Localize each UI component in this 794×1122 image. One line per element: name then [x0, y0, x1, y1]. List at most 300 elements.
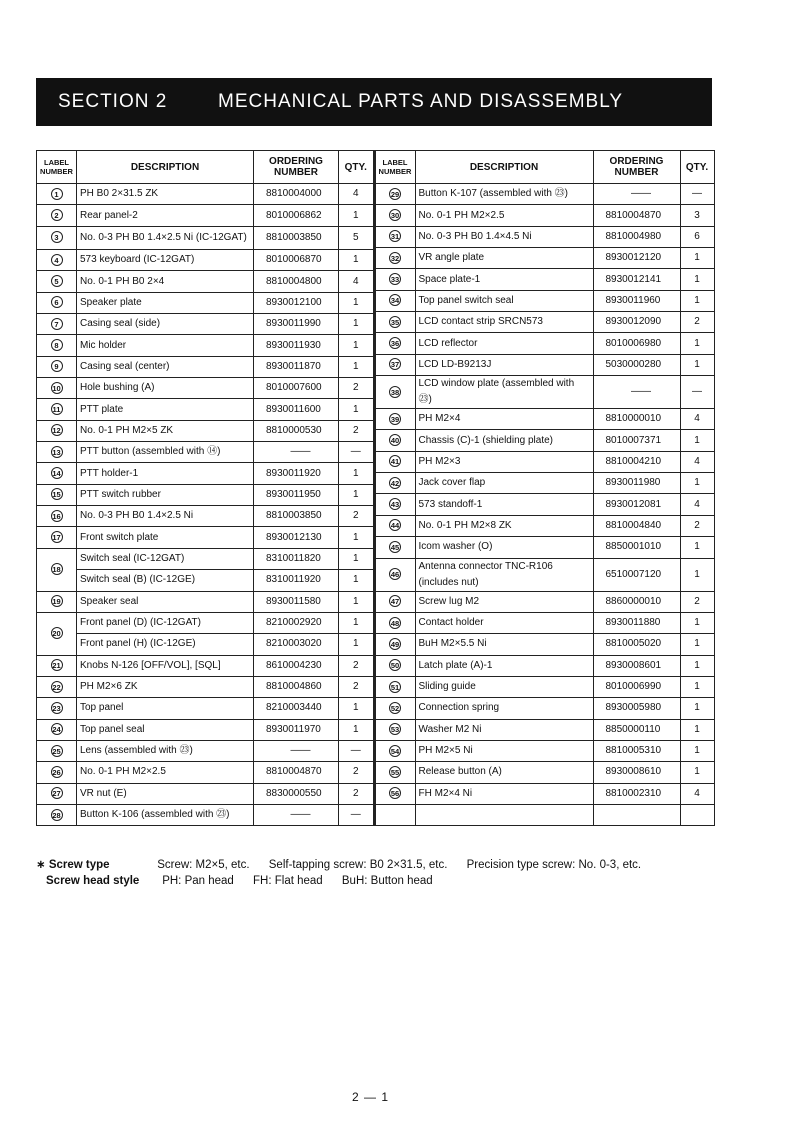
- label-number-cell: [37, 612, 77, 655]
- label-circle: 1: [51, 188, 63, 200]
- description-cell: Washer M2 Ni: [415, 719, 593, 740]
- label-circle: 23: [52, 703, 61, 713]
- label-number-cell: [375, 676, 415, 697]
- table-row: [375, 762, 714, 783]
- col-description: DESCRIPTION: [415, 151, 593, 184]
- description-cell: PTT holder-1: [77, 463, 254, 484]
- label-number-cell: [37, 250, 77, 271]
- label-number-cell: [37, 484, 77, 505]
- ordering-number-cell: 8310011920: [254, 570, 339, 591]
- description-cell: Casing seal (side): [77, 314, 254, 335]
- table-row: [375, 312, 714, 333]
- section-number: SECTION 2: [58, 91, 168, 112]
- ordering-number-cell: 8810004980: [593, 226, 680, 247]
- label-number-cell: [375, 494, 415, 515]
- ordering-number-cell: 8210003020: [254, 634, 339, 655]
- label-circle: 50: [390, 661, 400, 671]
- description-cell: Speaker seal: [77, 591, 254, 612]
- table-row: [375, 451, 714, 472]
- description-cell: No. 0-1 PH M2×5 ZK: [77, 420, 254, 441]
- label-circle: 36: [390, 339, 400, 349]
- screw-notes: [36, 857, 657, 889]
- ordering-number-cell: 8930011930: [254, 335, 339, 356]
- description-cell: Switch seal (B) (IC-12GE): [77, 570, 254, 591]
- parts-table-left: [36, 150, 375, 826]
- table-row: [37, 655, 374, 676]
- label-number-cell: [37, 548, 77, 591]
- qty-cell: 1: [680, 354, 714, 375]
- table-row: [37, 548, 374, 569]
- label-circle: 11: [51, 403, 63, 415]
- screw-head-label: Screw head style: [46, 875, 140, 887]
- label-circle: 20: [52, 629, 61, 639]
- label-number-cell: [37, 655, 77, 676]
- label-number-cell: [375, 184, 415, 205]
- table-header-row: [375, 151, 714, 184]
- table-row: [375, 676, 714, 697]
- description-cell: No. 0-3 PH B0 1.4×2.5 Ni: [77, 506, 254, 527]
- table-row: [37, 719, 374, 740]
- qty-cell: 1: [339, 463, 374, 484]
- table-row: [375, 269, 714, 290]
- label-circle: 40: [390, 436, 400, 446]
- qty-cell: 6: [680, 226, 714, 247]
- description-cell: FH M2×4 Ni: [415, 783, 593, 804]
- qty-cell: —: [339, 804, 374, 825]
- qty-cell: 1: [339, 570, 374, 591]
- label-number-cell: [37, 740, 77, 761]
- ordering-number-cell: 8810005020: [593, 634, 680, 655]
- ordering-number-cell: 6510007120: [593, 558, 680, 591]
- label-number-cell: [375, 451, 415, 472]
- table-row: [37, 292, 374, 313]
- ordering-number-cell: 8930011980: [593, 473, 680, 494]
- description-cell: No. 0-3 PH B0 1.4×2.5 Ni (IC-12GAT): [77, 226, 254, 249]
- qty-cell: 4: [680, 451, 714, 472]
- description-cell: PTT button (assembled with ⑭): [77, 442, 254, 463]
- qty-cell: 4: [339, 184, 374, 205]
- label-circle: 34: [390, 296, 400, 306]
- table-row: [37, 442, 374, 463]
- table-row: [375, 655, 714, 676]
- description-cell: Antenna connector TNC-R106 (includes nut): [415, 558, 593, 591]
- label-number-cell: [37, 527, 77, 548]
- ordering-number-cell: ——: [593, 376, 680, 409]
- label-number-cell: [37, 506, 77, 527]
- col-qty: QTY.: [339, 151, 374, 184]
- ordering-number-cell: 8810004000: [254, 184, 339, 205]
- table-row: [375, 719, 714, 740]
- qty-cell: 1: [680, 473, 714, 494]
- screw-type-label: ∗ Screw type: [36, 859, 110, 871]
- description-cell: Switch seal (IC-12GAT): [77, 548, 254, 569]
- description-cell: LCD LD-B9213J: [415, 354, 593, 375]
- label-circle: 21: [52, 661, 61, 671]
- qty-cell: 1: [680, 248, 714, 269]
- table-row: [375, 515, 714, 536]
- label-circle: 8: [51, 339, 63, 351]
- ordering-number-cell: 8810004800: [254, 271, 339, 292]
- table-row: [37, 205, 374, 226]
- table-row: [375, 783, 714, 804]
- ordering-number-cell: 8930011960: [593, 290, 680, 311]
- col-ordering-number: ORDERING NUMBER: [593, 151, 680, 184]
- description-cell: VR angle plate: [415, 248, 593, 269]
- table-row: [37, 184, 374, 205]
- label-circle: 9: [51, 360, 63, 372]
- label-circle: 46: [390, 570, 400, 579]
- label-circle: 16: [52, 511, 61, 521]
- label-number-cell: [375, 804, 415, 825]
- ordering-number-cell: 8810004870: [254, 762, 339, 783]
- col-label-number: LABEL NUMBER: [37, 151, 77, 184]
- label-circle: 55: [390, 767, 400, 777]
- qty-cell: 1: [339, 612, 374, 633]
- ordering-number-cell: 8850001010: [593, 537, 680, 558]
- qty-cell: 1: [339, 250, 374, 271]
- table-row: [37, 271, 374, 292]
- qty-cell: 5: [339, 226, 374, 249]
- table-row: [375, 290, 714, 311]
- ordering-number-cell: 5030000280: [593, 354, 680, 375]
- description-cell: 573 standoff-1: [415, 494, 593, 515]
- qty-cell: 1: [339, 527, 374, 548]
- qty-cell: 1: [680, 333, 714, 354]
- description-cell: Front panel (H) (IC-12GE): [77, 634, 254, 655]
- ordering-number-cell: 8930008610: [593, 762, 680, 783]
- table-row: [37, 527, 374, 548]
- table-row: [37, 463, 374, 484]
- page-number: 2 — 1: [352, 1090, 390, 1104]
- label-circle: 7: [51, 318, 63, 330]
- label-circle: 49: [390, 639, 400, 649]
- ordering-number-cell: 8210002920: [254, 612, 339, 633]
- qty-cell: 1: [680, 762, 714, 783]
- label-circle: 48: [390, 618, 400, 628]
- label-number-cell: [375, 591, 415, 612]
- label-number-cell: [37, 271, 77, 292]
- label-number-cell: [37, 205, 77, 226]
- col-label-number: LABEL NUMBER: [375, 151, 415, 184]
- description-cell: Button K-107 (assembled with ㉓): [415, 184, 593, 205]
- ordering-number-cell: ——: [254, 442, 339, 463]
- table-row: [375, 430, 714, 451]
- ordering-number-cell: 8210003440: [254, 698, 339, 719]
- ordering-number-cell: 8010006980: [593, 333, 680, 354]
- qty-cell: —: [339, 442, 374, 463]
- ordering-number-cell: 8010006990: [593, 676, 680, 697]
- label-circle: 15: [52, 490, 61, 500]
- description-cell: Contact holder: [415, 612, 593, 633]
- ordering-number-cell: 8930012090: [593, 312, 680, 333]
- table-row: [375, 591, 714, 612]
- qty-cell: 1: [339, 634, 374, 655]
- label-circle: 47: [390, 597, 400, 607]
- label-number-cell: [375, 740, 415, 761]
- table-row: [37, 250, 374, 271]
- qty-cell: 1: [680, 558, 714, 591]
- qty-cell: 1: [680, 430, 714, 451]
- ordering-number-cell: 8930011920: [254, 463, 339, 484]
- label-circle: 38: [390, 387, 400, 397]
- label-circle: 28: [52, 810, 61, 820]
- description-cell: BuH M2×5.5 Ni: [415, 634, 593, 655]
- description-cell: Speaker plate: [77, 292, 254, 313]
- label-number-cell: [375, 312, 415, 333]
- label-circle: 31: [390, 232, 400, 242]
- ordering-number-cell: 8830000550: [254, 783, 339, 804]
- label-number-cell: [375, 515, 415, 536]
- label-number-cell: [37, 399, 77, 420]
- ordering-number-cell: 8930011580: [254, 591, 339, 612]
- table-row: [375, 612, 714, 633]
- table-row: [37, 484, 374, 505]
- ordering-number-cell: 8010006862: [254, 205, 339, 226]
- table-row: [375, 537, 714, 558]
- screw-type-2: Self-tapping screw: B0 2×31.5, etc.: [268, 859, 448, 871]
- description-cell: Space plate-1: [415, 269, 593, 290]
- label-circle: 18: [52, 565, 61, 575]
- label-number-cell: [375, 354, 415, 375]
- table-row: [37, 591, 374, 612]
- description-cell: LCD window plate (assembled with ㉓): [415, 376, 593, 409]
- description-cell: Chassis (C)-1 (shielding plate): [415, 430, 593, 451]
- label-circle: 24: [52, 725, 61, 735]
- label-circle: 26: [52, 767, 61, 777]
- label-circle: 37: [390, 360, 400, 370]
- qty-cell: 2: [339, 762, 374, 783]
- qty-cell: 4: [680, 409, 714, 430]
- qty-cell: 2: [339, 378, 374, 399]
- ordering-number-cell: 8810000530: [254, 420, 339, 441]
- table-row: [37, 570, 374, 591]
- ordering-number-cell: 8810003850: [254, 506, 339, 527]
- label-number-cell: [37, 804, 77, 825]
- qty-cell: 1: [339, 335, 374, 356]
- qty-cell: 4: [339, 271, 374, 292]
- description-cell: Latch plate (A)-1: [415, 655, 593, 676]
- label-number-cell: [37, 356, 77, 377]
- description-cell: PH M2×5 Ni: [415, 740, 593, 761]
- label-circle: 44: [390, 521, 400, 531]
- label-number-cell: [375, 634, 415, 655]
- label-circle: 32: [390, 253, 400, 263]
- ordering-number-cell: [593, 804, 680, 825]
- label-number-cell: [375, 205, 415, 226]
- ordering-number-cell: 8930012130: [254, 527, 339, 548]
- description-cell: [415, 804, 593, 825]
- label-number-cell: [375, 762, 415, 783]
- label-number-cell: [375, 333, 415, 354]
- description-cell: PH M2×6 ZK: [77, 676, 254, 697]
- screw-type-line: [36, 857, 657, 873]
- ordering-number-cell: 8930012141: [593, 269, 680, 290]
- description-cell: Knobs N-126 [OFF/VOL], [SQL]: [77, 655, 254, 676]
- qty-cell: 1: [680, 676, 714, 697]
- description-cell: LCD contact strip SRCN573: [415, 312, 593, 333]
- label-number-cell: [37, 184, 77, 205]
- label-number-cell: [375, 698, 415, 719]
- table-row: [37, 804, 374, 825]
- label-number-cell: [37, 676, 77, 697]
- label-circle: 14: [52, 469, 61, 479]
- table-row: [37, 506, 374, 527]
- parts-tables: [36, 150, 712, 826]
- label-number-cell: [375, 269, 415, 290]
- table-row: [37, 356, 374, 377]
- col-qty: QTY.: [680, 151, 714, 184]
- parts-table-right: [375, 150, 715, 826]
- label-circle: 41: [390, 457, 400, 467]
- label-circle: 6: [51, 296, 63, 308]
- ordering-number-cell: 8810003850: [254, 226, 339, 249]
- ordering-number-cell: 8930011970: [254, 719, 339, 740]
- ordering-number-cell: 8930012081: [593, 494, 680, 515]
- description-cell: PTT switch rubber: [77, 484, 254, 505]
- label-number-cell: [37, 591, 77, 612]
- section-title: MECHANICAL PARTS AND DISASSEMBLY: [218, 91, 624, 112]
- col-description: DESCRIPTION: [77, 151, 254, 184]
- description-cell: No. 0-1 PH B0 2×4: [77, 271, 254, 292]
- label-circle: 2: [51, 209, 63, 221]
- description-cell: Top panel seal: [77, 719, 254, 740]
- table-row: [37, 612, 374, 633]
- description-cell: PH M2×4: [415, 409, 593, 430]
- label-circle: 51: [390, 682, 400, 692]
- label-number-cell: [37, 378, 77, 399]
- qty-cell: 1: [339, 399, 374, 420]
- qty-cell: 1: [680, 740, 714, 761]
- qty-cell: 2: [339, 420, 374, 441]
- table-row: [375, 354, 714, 375]
- table-row: [37, 378, 374, 399]
- label-number-cell: [375, 612, 415, 633]
- ordering-number-cell: 8810004840: [593, 515, 680, 536]
- qty-cell: 1: [339, 698, 374, 719]
- qty-cell: 1: [680, 698, 714, 719]
- label-circle: 29: [390, 189, 400, 199]
- label-number-cell: [375, 655, 415, 676]
- label-number-cell: [375, 290, 415, 311]
- description-cell: No. 0-1 PH M2×8 ZK: [415, 515, 593, 536]
- ordering-number-cell: 8930011950: [254, 484, 339, 505]
- table-row: [37, 399, 374, 420]
- qty-cell: 1: [680, 655, 714, 676]
- qty-cell: 2: [339, 506, 374, 527]
- label-circle: 52: [390, 703, 400, 713]
- description-cell: Top panel switch seal: [415, 290, 593, 311]
- table-row: [37, 676, 374, 697]
- label-number-cell: [37, 719, 77, 740]
- label-number-cell: [37, 335, 77, 356]
- label-circle: 56: [390, 789, 400, 799]
- label-circle: 3: [51, 231, 63, 243]
- qty-cell: [680, 804, 714, 825]
- qty-cell: 1: [339, 591, 374, 612]
- table-row: [37, 762, 374, 783]
- label-number-cell: [37, 442, 77, 463]
- description-cell: Mic holder: [77, 335, 254, 356]
- table-row: [375, 248, 714, 269]
- description-cell: PTT plate: [77, 399, 254, 420]
- table-row: [375, 494, 714, 515]
- ordering-number-cell: 8850000110: [593, 719, 680, 740]
- qty-cell: 1: [680, 719, 714, 740]
- screw-type-1: Screw: M2×5, etc.: [157, 859, 250, 871]
- qty-cell: 2: [339, 655, 374, 676]
- label-circle: 54: [390, 746, 400, 756]
- description-cell: Screw lug M2: [415, 591, 593, 612]
- qty-cell: 2: [680, 312, 714, 333]
- label-number-cell: [37, 292, 77, 313]
- ordering-number-cell: 8810000010: [593, 409, 680, 430]
- description-cell: PH M2×3: [415, 451, 593, 472]
- ordering-number-cell: ——: [254, 804, 339, 825]
- table-row: [37, 634, 374, 655]
- label-circle: 43: [390, 500, 400, 510]
- label-number-cell: [375, 248, 415, 269]
- table-row: [375, 205, 714, 226]
- description-cell: Icom washer (O): [415, 537, 593, 558]
- ordering-number-cell: ——: [254, 740, 339, 761]
- table-row: [37, 314, 374, 335]
- screw-head-1: PH: Pan head: [162, 875, 234, 887]
- table-row: [37, 420, 374, 441]
- description-cell: Connection spring: [415, 698, 593, 719]
- label-circle: 12: [52, 426, 61, 436]
- ordering-number-cell: ——: [593, 184, 680, 205]
- qty-cell: 1: [339, 356, 374, 377]
- ordering-number-cell: 8810002310: [593, 783, 680, 804]
- ordering-number-cell: 8860000010: [593, 591, 680, 612]
- description-cell: Casing seal (center): [77, 356, 254, 377]
- qty-cell: 1: [339, 314, 374, 335]
- label-number-cell: [37, 698, 77, 719]
- screw-head-2: FH: Flat head: [253, 875, 323, 887]
- table-row: [37, 740, 374, 761]
- table-row: [375, 226, 714, 247]
- label-number-cell: [37, 783, 77, 804]
- label-circle: 42: [390, 478, 400, 488]
- qty-cell: 1: [339, 205, 374, 226]
- description-cell: Lens (assembled with ㉓): [77, 740, 254, 761]
- label-circle: 39: [390, 414, 400, 424]
- label-circle: 53: [390, 725, 400, 735]
- label-number-cell: [375, 430, 415, 451]
- label-circle: 27: [52, 789, 61, 799]
- description-cell: No. 0-1 PH M2×2.5: [77, 762, 254, 783]
- label-circle: 33: [390, 275, 400, 285]
- description-cell: Rear panel-2: [77, 205, 254, 226]
- label-number-cell: [375, 376, 415, 409]
- description-cell: LCD reflector: [415, 333, 593, 354]
- label-circle: 30: [390, 211, 400, 221]
- description-cell: 573 keyboard (IC-12GAT): [77, 250, 254, 271]
- label-circle: 45: [390, 542, 400, 552]
- qty-cell: 1: [339, 484, 374, 505]
- ordering-number-cell: 8930012100: [254, 292, 339, 313]
- label-number-cell: [375, 473, 415, 494]
- qty-cell: 2: [339, 676, 374, 697]
- ordering-number-cell: 8930011870: [254, 356, 339, 377]
- table-row: [375, 804, 714, 825]
- table-row: [375, 698, 714, 719]
- label-number-cell: [375, 409, 415, 430]
- ordering-number-cell: 8810004210: [593, 451, 680, 472]
- table-row: [375, 184, 714, 205]
- screw-type-3: Precision type screw: No. 0-3, etc.: [466, 859, 642, 871]
- table-header-row: [37, 151, 374, 184]
